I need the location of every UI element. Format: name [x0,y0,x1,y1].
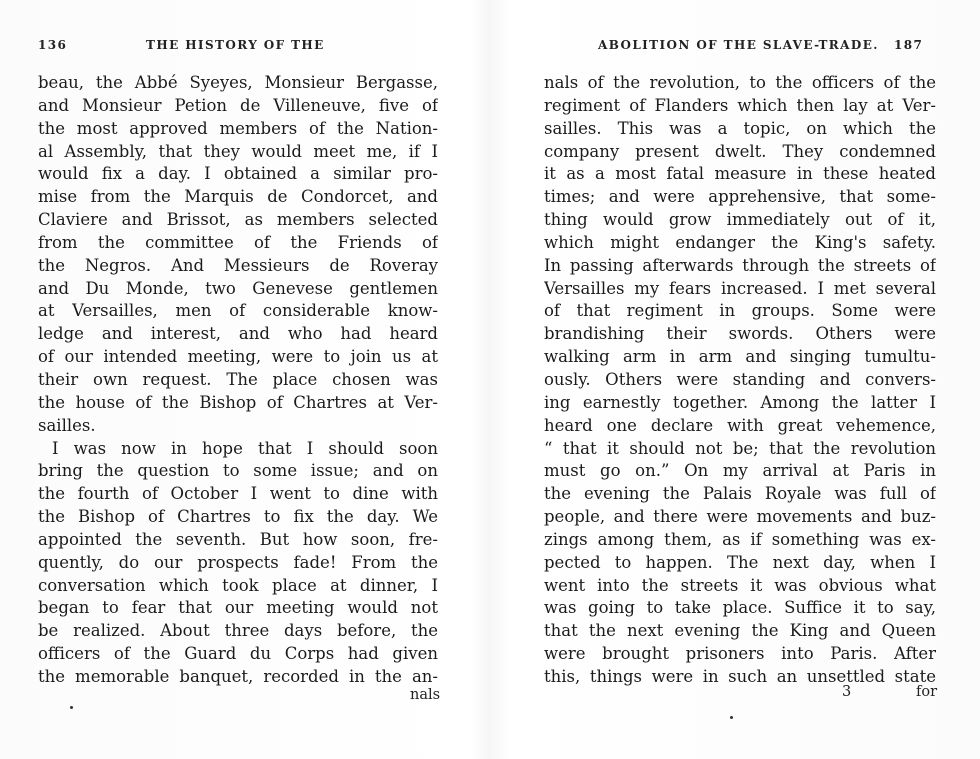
text-line: officers of the Guard du Corps had given [38,644,438,664]
text-line: appointed the seventh. But how soon, fre- [38,529,438,549]
text-line: would fix a day. I obtained a similar pro- [38,164,438,184]
text-line: sailles. [38,415,96,435]
left-catchword: nals [410,687,441,703]
text-line: al Assembly, that they would meet me, if I [38,141,438,161]
text-line: sailles. This was a topic, on which the [544,118,936,138]
text-line: Claviere and Brissot, as members selected [38,210,438,230]
text-line: be realized. About three days before, the [38,621,438,641]
left-page-number: 136 [38,38,68,52]
text-line: people, and there were movements and buz- [544,507,936,527]
text-line: company present dwelt. They condemned [544,141,936,161]
text-line: bring the question to some issue; and on [38,461,438,481]
text-line: must go on.” On my arrival at Paris in [544,461,936,481]
text-line: ledge and interest, and who had heard [38,324,438,344]
text-line: “ that it should not be; that the revolution [544,438,936,458]
ink-speck [70,706,73,709]
text-line: ing earnestly together. Among the latter I [544,392,936,412]
text-line: and Du Monde, two Genevese gentlemen [38,278,438,298]
text-line: quently, do our prospects fade! From the [38,552,438,572]
text-line: nals of the revolution, to the officers of the [544,73,936,92]
text-line: from the committee of the Friends of [38,232,438,252]
text-line: of that regiment in groups. Some were [544,301,936,321]
text-line: the memorable banquet, recorded in the an- [38,666,438,686]
text-line: went into the streets it was obvious what [544,575,936,595]
text-line: In passing afterwards through the streets of [544,255,936,275]
right-page-number: 187 [894,38,924,52]
right-catchword: for [916,684,938,700]
text-line: heard one declare with great vehemence, [544,415,936,435]
text-line: the evening the Palais Royale was full of [544,484,936,504]
signature-mark: 3 [842,684,852,700]
right-running-head: ABOLITION OF THE SLAVE-TRADE. [598,38,879,52]
text-line: the Negros. And Messieurs de Roveray [38,255,438,275]
text-line: was going to take place. Suffice it to say, [544,598,936,618]
right-page-body [544,72,936,689]
text-line: were brought prisoners into Paris. After [544,644,936,664]
text-line: Versailles my fears increased. I met several [544,278,936,298]
text-line: of our intended meeting, were to join us at [38,347,438,367]
text-line: that the next evening the King and Queen [544,621,936,641]
text-line: zings among them, as if something was ex- [544,529,936,549]
text-line: their own request. The place chosen was [38,369,438,389]
right-page [490,0,980,759]
left-running-head: THE HISTORY OF THE [146,38,325,52]
text-line: and Monsieur Petion de Villeneuve, five of [38,95,438,115]
text-line: pected to happen. The next day, when I [544,552,936,572]
text-line: times; and were apprehensive, that some- [544,187,936,207]
text-line: the house of the Bishop of Chartres at Ver- [38,392,438,412]
text-line: this, things were in such an unsettled state [544,666,936,686]
text-line: which might endanger the King's safety. [544,232,936,252]
text-line: the fourth of October I went to dine with [38,484,438,504]
text-line: at Versailles, men of considerable know- [38,301,438,321]
left-page-body [38,72,438,689]
text-line: conversation which took place at dinner, I [38,575,438,595]
text-line: brandishing their swords. Others were [544,324,936,344]
text-line: beau, the Abbé Syeyes, Monsieur Bergasse, [38,73,438,92]
ink-speck [730,716,733,719]
text-line: walking arm in arm and singing tumultu- [544,347,936,367]
text-line: it as a most fatal measure in these heated [544,164,936,184]
text-line: the Bishop of Chartres to fix the day. We [38,507,438,527]
text-line: mise from the Marquis de Condorcet, and [38,187,438,207]
text-line: thing would grow immediately out of it, [544,210,936,230]
text-line: regiment of Flanders which then lay at Ver- [544,95,936,115]
text-line: began to fear that our meeting would not [38,598,438,618]
text-line: the most approved members of the Nation- [38,118,438,138]
text-line: I was now in hope that I should soon [52,438,438,458]
text-line: ously. Others were standing and convers- [544,369,936,389]
